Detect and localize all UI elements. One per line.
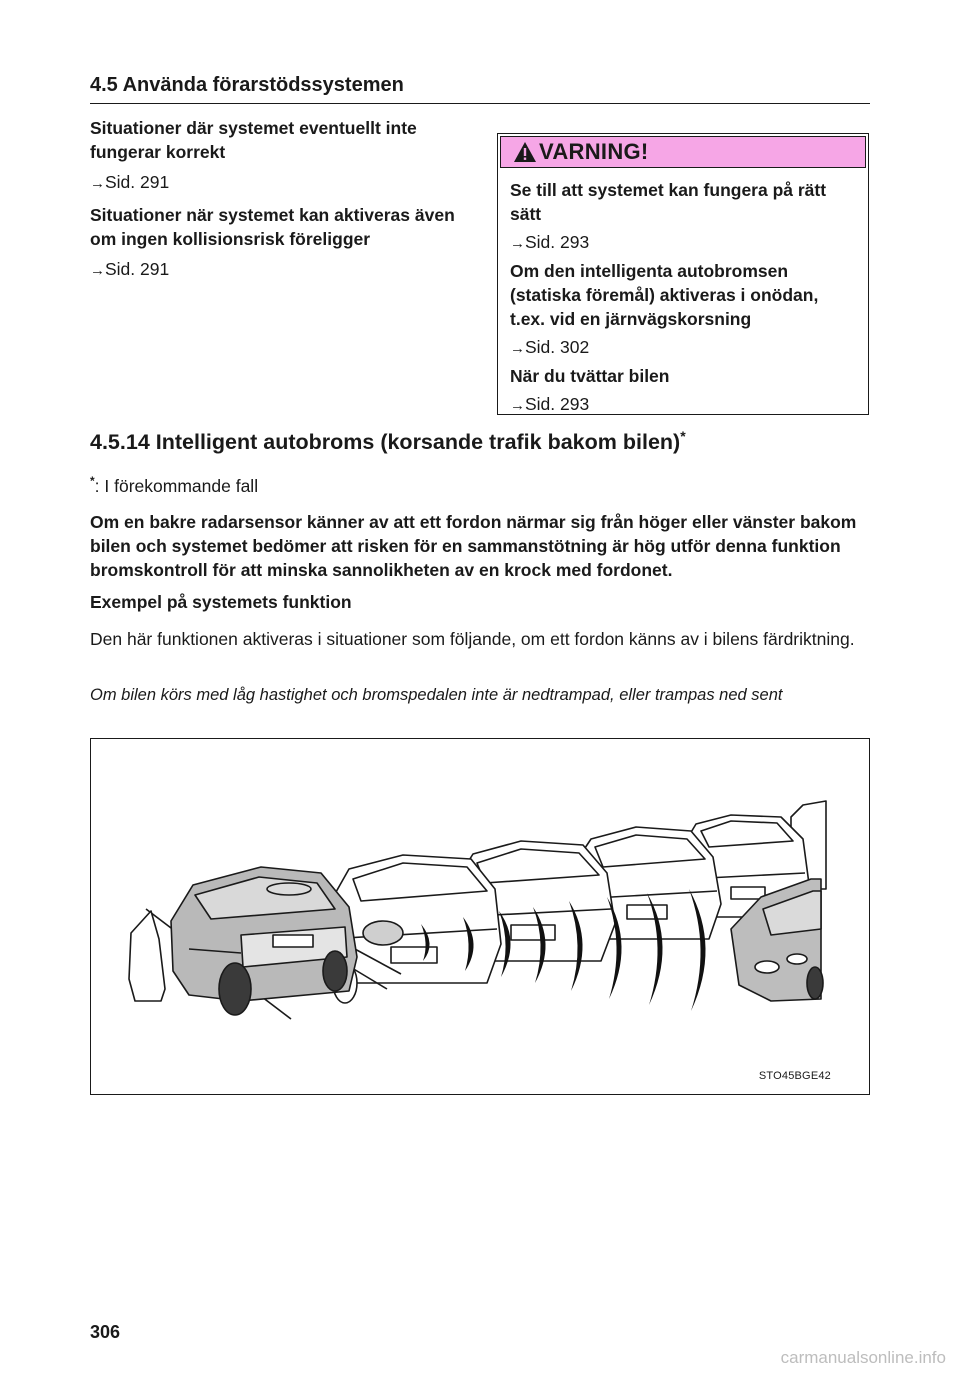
italic-caption: Om bilen körs med låg hastighet och bromspedalen inte är nedtrampad, eller trampas ned sent (90, 686, 783, 704)
heading-footnote-mark: * (680, 428, 686, 444)
warning-item1-ref[interactable] (510, 232, 856, 253)
ref-link[interactable]: Sid. 302 (525, 337, 590, 357)
item2-title: Situationer när systemet kan aktiveras även om ingen kollisionsrisk föreligger (90, 205, 455, 249)
warning-item2-title: Om den intelligenta autobromsen (statiska föremål) aktiveras i onödan, t.ex. vid en järnvägskorsning (510, 261, 819, 329)
item2-ref[interactable] (90, 259, 460, 280)
subheading: Exempel på systemets funktion (90, 592, 352, 612)
watermark: carmanualsonline.info (780, 1348, 946, 1367)
parked-car-left (129, 911, 165, 1001)
arrow-icon: → (90, 175, 105, 192)
arrow-icon: → (510, 397, 525, 414)
intro-paragraph: Om en bakre radarsensor känner av att ett fordon närmar sig från höger eller vänster bakom bilen och systemet bedömer att risken för en sammanstötning är hög utför denna funktion bromskontroll för att minska sannolikheten av en krock med fordonet. (90, 512, 857, 580)
section-header: 4.5 Använda förarstödssystemen (90, 74, 870, 104)
item1-ref[interactable] (90, 172, 460, 193)
warning-body (498, 170, 868, 415)
warning-title: VARNING! (539, 139, 649, 164)
parking-illustration (91, 739, 870, 1095)
warning-header (500, 136, 866, 168)
page-number: 306 (90, 1322, 121, 1342)
item1-title: Situationer där systemet eventuellt inte fungerar korrekt (90, 118, 417, 162)
warning-item3-title: När du tvättar bilen (510, 366, 670, 386)
section-heading (90, 428, 880, 455)
warning-triangle-icon (513, 141, 537, 163)
illustration-figure (90, 738, 870, 1095)
ref-link[interactable]: Sid. 291 (105, 172, 170, 192)
body-paragraph: Den här funktionen aktiveras i situationer som följande, om ett fordon känns av i bilens färdriktning. (90, 629, 855, 649)
warning-item1-title: Se till att systemet kan fungera på rätt sätt (510, 180, 827, 224)
footnote-mark: * (90, 474, 95, 488)
warning-item2-ref[interactable] (510, 337, 856, 358)
footnote-text: : I förekommande fall (94, 475, 259, 496)
warning-box (497, 133, 869, 415)
arrow-icon: → (510, 235, 525, 252)
arrow-icon: → (90, 262, 105, 279)
footnote (90, 474, 258, 497)
arrow-icon: → (510, 340, 525, 357)
ref-link[interactable]: Sid. 293 (525, 232, 590, 252)
own-car (171, 867, 357, 1015)
figure-code: STO45BGE42 (758, 1070, 831, 1082)
section-heading-text: 4.5.14 Intelligent autobroms (korsande trafik bakom bilen) (90, 430, 681, 455)
ref-link[interactable]: Sid. 291 (105, 259, 170, 279)
ref-link[interactable]: Sid. 293 (525, 394, 590, 414)
left-column (90, 116, 460, 290)
warning-item3-ref[interactable] (510, 394, 856, 415)
